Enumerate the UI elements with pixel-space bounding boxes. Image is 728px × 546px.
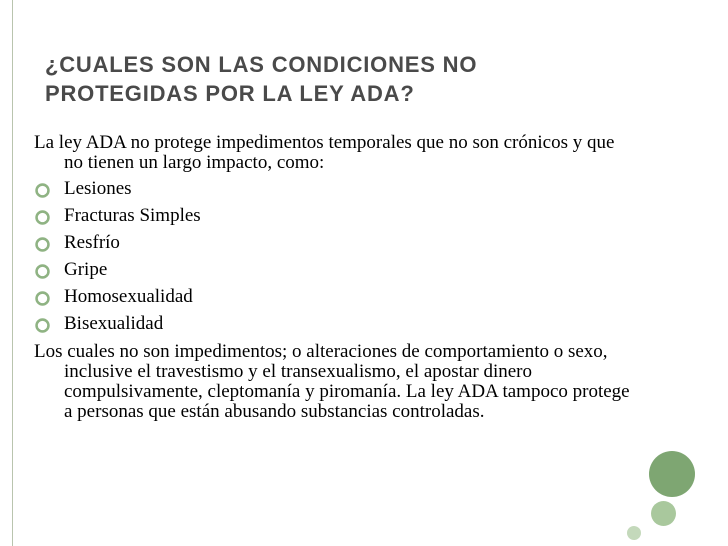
decorative-circle-small xyxy=(627,526,641,540)
decorative-circle-large xyxy=(649,451,695,497)
bullet-list xyxy=(34,179,634,334)
slide-body xyxy=(34,133,634,428)
list-item-text: Fracturas Simples xyxy=(64,205,201,226)
list-item xyxy=(34,260,634,280)
list-item xyxy=(34,287,634,307)
hollow-circle-bullet-icon xyxy=(34,317,51,334)
list-item-text: Lesiones xyxy=(64,178,132,199)
list-item-text: Bisexualidad xyxy=(64,313,164,334)
list-item xyxy=(34,206,634,226)
title-line-2: PROTEGIDAS POR LA LEY ADA? xyxy=(45,81,415,106)
hollow-circle-bullet-icon xyxy=(34,182,51,199)
intro-paragraph: La ley ADA no protege impedimentos temporales que no son crónicos y que no tienen un largo impacto, como: xyxy=(34,132,615,173)
decorative-circle-medium xyxy=(651,501,676,526)
hollow-circle-bullet-icon xyxy=(34,236,51,253)
title-line-1: ¿CUALES SON LAS CONDICIONES NO xyxy=(45,52,478,77)
list-item-text: Resfrío xyxy=(64,232,120,253)
list-item xyxy=(34,314,634,334)
list-item-text: Gripe xyxy=(64,259,108,280)
hollow-circle-bullet-icon xyxy=(34,209,51,226)
list-item xyxy=(34,179,634,199)
hollow-circle-bullet-icon xyxy=(34,263,51,280)
list-item xyxy=(34,233,634,253)
slide-title xyxy=(45,50,685,108)
conclusion-paragraph: Los cuales no son impedimentos; o alteraciones de comportamiento o sexo, inclusive el travestismo y el transexualismo, el apostar dinero compulsivamente, cleptomanía y piromanía. La ley ADA tampoco protege a personas que están abusando substancias controladas. xyxy=(34,341,630,422)
hollow-circle-bullet-icon xyxy=(34,290,51,307)
list-item-text: Homosexualidad xyxy=(64,286,193,307)
left-frame-line xyxy=(12,0,13,546)
